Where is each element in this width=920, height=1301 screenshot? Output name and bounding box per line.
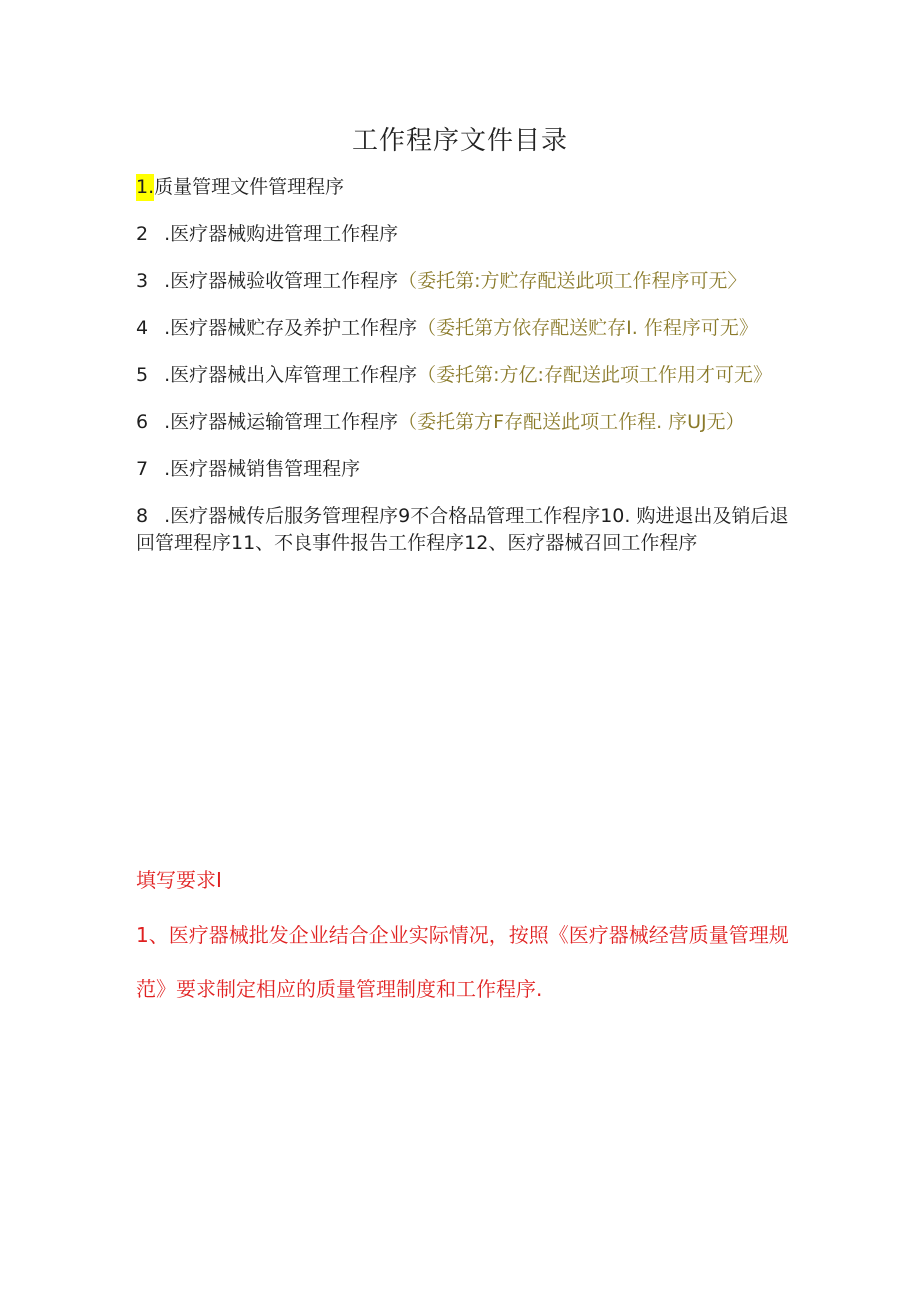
toc-text: 质量管理文件管理程序 (154, 176, 345, 198)
toc-item-4 (136, 315, 796, 342)
toc-note: （委托第方依存配送贮存I. 作程序可无》 (417, 317, 758, 339)
toc-text: .医疗器械验收管理工作程序 (164, 270, 399, 292)
toc-number: 7 (136, 458, 149, 480)
toc-number: 8 (136, 505, 149, 527)
toc-text: .医疗器械贮存及养护工作程序 (164, 317, 418, 339)
page-title: 工作程序文件目录 (351, 126, 568, 156)
toc-number: 6 (136, 411, 149, 433)
toc-text: .医疗器械运输管理工作程序 (164, 411, 399, 433)
toc-note: （委托第方F存配送此项工作程. 序UJ无） (398, 411, 745, 433)
toc-note: （委托第:方贮存配送此项工作程序可无〉 (398, 270, 747, 292)
toc-number: 5 (136, 364, 149, 386)
requirements-body: 1、医疗器械批发企业结合企业实际情况，按照《医疗器械经营质量管理规范》要求制定相应的质量管理制度和工作程序. (136, 923, 789, 1001)
toc-text: .医疗器械销售管理程序 (164, 458, 361, 480)
toc-number: 1. (136, 174, 154, 201)
toc-list (136, 174, 796, 557)
toc-text: .医疗器械购进管理工作程序 (164, 223, 399, 245)
toc-note: （委托第:方亿:存配送此项工作用才可无》 (417, 364, 772, 386)
toc-item-2 (136, 221, 796, 248)
toc-number: 3 (136, 270, 149, 292)
toc-text: .医疗器械传后服务管理程序9不合格品管理工作程序10. 购进退出及销后退回管理程序11、不良事件报告工作程序12、医疗器械召回工作程序 (136, 505, 789, 554)
toc-item-8 (136, 503, 796, 557)
toc-item-3 (136, 268, 796, 295)
toc-number: 4 (136, 317, 149, 339)
toc-item-1 (136, 174, 796, 201)
toc-text: .医疗器械出入库管理工作程序 (164, 364, 418, 386)
toc-number: 2 (136, 223, 149, 245)
toc-item-6 (136, 409, 796, 436)
requirements-title: 填写要求I (136, 868, 222, 892)
toc-item-5 (136, 362, 796, 389)
toc-item-7 (136, 456, 796, 483)
